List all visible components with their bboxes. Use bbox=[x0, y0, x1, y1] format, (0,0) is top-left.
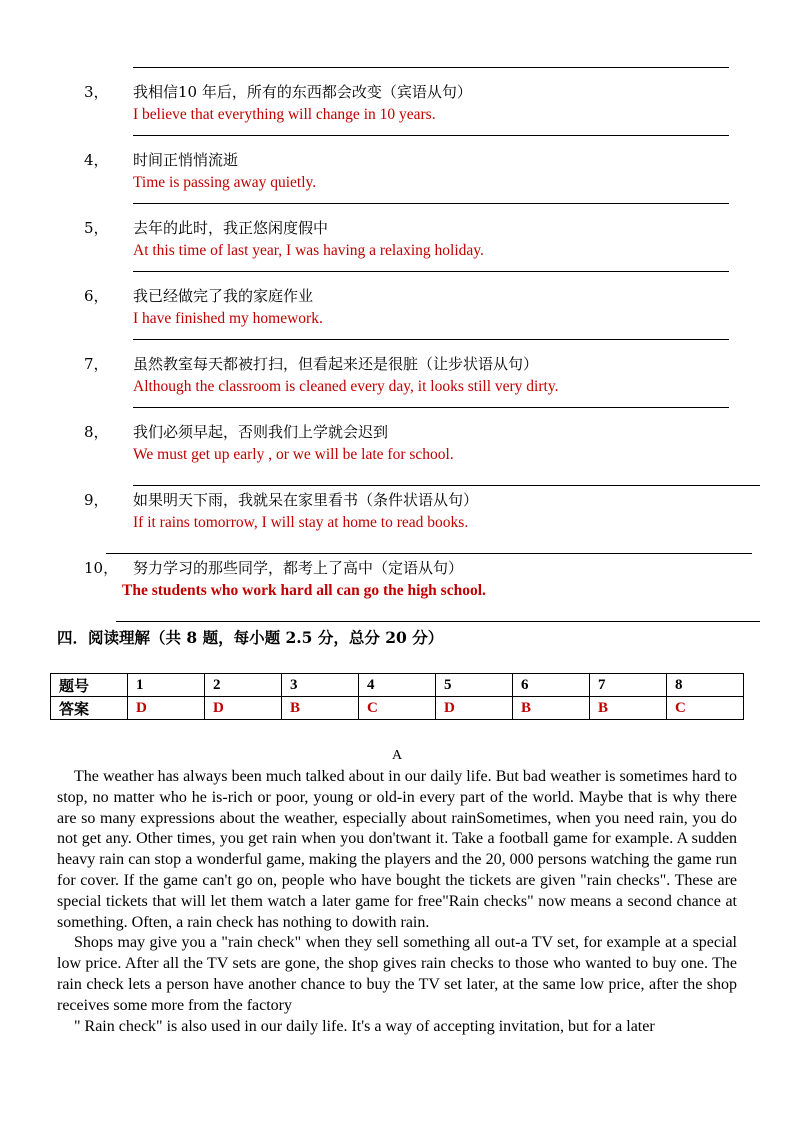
passage-label: A bbox=[391, 748, 403, 763]
translation-item-6 bbox=[0, 286, 794, 334]
answer-line bbox=[133, 407, 729, 408]
answer-cell: D bbox=[436, 697, 513, 720]
item-english-answer: Although the classroom is cleaned every day, it looks still very dirty. bbox=[133, 378, 559, 395]
answer-cell: C bbox=[667, 697, 744, 720]
item-chinese: 如果明天下雨，我就呆在家里看书（条件状语从句） bbox=[133, 491, 479, 509]
item-chinese: 我们必须早起，否则我们上学就会迟到 bbox=[133, 423, 389, 441]
answer-line bbox=[133, 67, 729, 68]
row-label-answer: 答案 bbox=[51, 697, 128, 720]
answer-cell: B bbox=[590, 697, 667, 720]
item-number: 9， bbox=[84, 491, 109, 509]
item-number: 7， bbox=[84, 355, 109, 373]
answer-table bbox=[50, 673, 744, 720]
passage-paragraph: Shops may give you a "rain check" when they sell something all out-a TV set, for example at a special low price. After all the TV sets are gone, the shop gives rain checks to those who wanted to buy one. The rain check lets a person have another chance to buy the TV set later, at the same low price, after the shop receives some more from the factory bbox=[57, 934, 737, 1014]
item-english-answer: At this time of last year, I was having a relaxing holiday. bbox=[133, 242, 484, 259]
answer-line bbox=[133, 485, 760, 486]
question-number: 3 bbox=[282, 674, 359, 697]
answer-line bbox=[133, 135, 729, 136]
translation-item-4 bbox=[0, 150, 794, 198]
answer-row bbox=[51, 697, 744, 720]
item-chinese: 我相信10 年后，所有的东西都会改变（宾语从句） bbox=[133, 83, 472, 101]
item-english-answer: The students who work hard all can go the high school. bbox=[122, 582, 486, 599]
question-number: 8 bbox=[667, 674, 744, 697]
passage-paragraph: " Rain check" is also used in our daily life. It's a way of accepting invitation, but for a later bbox=[74, 1017, 655, 1035]
item-number: 8， bbox=[84, 423, 109, 441]
item-english-answer: Time is passing away quietly. bbox=[133, 174, 317, 191]
item-chinese: 我已经做完了我的家庭作业 bbox=[133, 287, 314, 305]
answer-line bbox=[133, 339, 729, 340]
reading-passage bbox=[57, 767, 737, 1037]
answer-cell: C bbox=[359, 697, 436, 720]
item-number: 3， bbox=[84, 83, 109, 101]
question-number: 1 bbox=[128, 674, 205, 697]
item-number: 4， bbox=[84, 151, 109, 169]
question-number: 2 bbox=[205, 674, 282, 697]
item-english-answer: If it rains tomorrow, I will stay at home to read books. bbox=[133, 514, 469, 531]
item-chinese: 时间正悄悄流逝 bbox=[133, 151, 239, 169]
answer-cell: D bbox=[128, 697, 205, 720]
item-number: 6， bbox=[84, 287, 109, 305]
item-chinese: 努力学习的那些同学，都考上了高中（定语从句） bbox=[133, 559, 464, 577]
answer-line bbox=[106, 553, 752, 554]
item-number: 10， bbox=[84, 559, 119, 577]
item-english-answer: I have finished my homework. bbox=[133, 310, 323, 327]
section-title: 四．阅读理解（共 8 题，每小题 2.5 分，总分 20 分） bbox=[57, 628, 444, 647]
row-label-question: 题号 bbox=[51, 674, 128, 697]
answer-cell: B bbox=[282, 697, 359, 720]
answer-line bbox=[133, 271, 729, 272]
answer-line bbox=[116, 621, 760, 622]
translation-item-8 bbox=[0, 422, 794, 470]
question-number: 6 bbox=[513, 674, 590, 697]
question-number-row bbox=[51, 674, 744, 697]
item-chinese: 去年的此时，我正悠闲度假中 bbox=[133, 219, 329, 237]
answer-cell: D bbox=[205, 697, 282, 720]
item-english-answer: I believe that everything will change in 10 years. bbox=[133, 106, 436, 123]
translation-item-5 bbox=[0, 218, 794, 266]
translation-item-3 bbox=[0, 82, 794, 130]
answer-line bbox=[133, 203, 729, 204]
item-number: 5， bbox=[84, 219, 109, 237]
question-number: 4 bbox=[359, 674, 436, 697]
passage-paragraph: The weather has always been much talked about in our daily life. But bad weather is sometimes hard to stop, no matter who he is-rich or poor, young or old-in every part of the world. Maybe that is why there are so many expressions about the weather, especially about rainSometimes, when you need rain, you do not get any. Other times, you get rain when you don'twant it. Take a football game for example. A sudden heavy rain can stop a wonderful game, making the players and the 20, 000 persons watching the game run for cover. If the game can't go on, people who have bought the tickets are given "rain checks". These are special tickets that will let them watch a later game for free"Rain checks" now means a second chance at something. Often, a rain check has nothing to dowith rain. bbox=[57, 768, 737, 931]
translation-item-9 bbox=[0, 490, 794, 538]
question-number: 5 bbox=[436, 674, 513, 697]
translation-item-7 bbox=[0, 354, 794, 402]
translation-item-10 bbox=[0, 558, 794, 606]
question-number: 7 bbox=[590, 674, 667, 697]
item-chinese: 虽然教室每天都被打扫，但看起来还是很脏（让步状语从句） bbox=[133, 355, 539, 373]
item-english-answer: We must get up early , or we will be late for school. bbox=[133, 446, 454, 463]
answer-cell: B bbox=[513, 697, 590, 720]
